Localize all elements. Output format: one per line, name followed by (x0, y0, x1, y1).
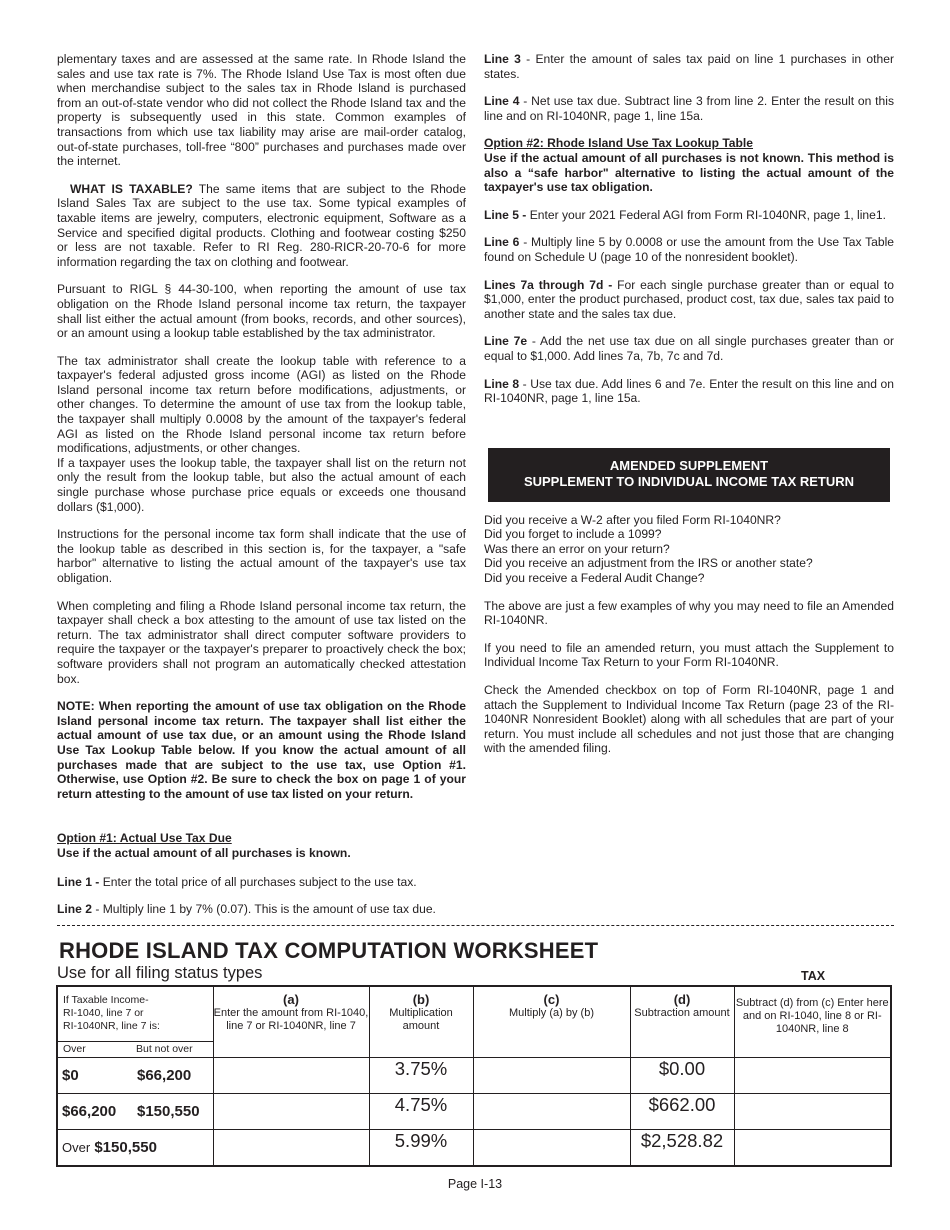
column-d-header (630, 986, 734, 1058)
column-c-text: Multiply (a) by (b) (509, 1007, 594, 1019)
table-row (57, 1058, 891, 1094)
amount-a-input[interactable] (213, 1094, 369, 1130)
income-header-line: If Taxable Income- (63, 994, 149, 1006)
line7-instruction (484, 278, 894, 322)
line6-label: Line 6 (484, 235, 520, 250)
line5-text: Enter your 2021 Federal AGI from Form RI-1040NR, page 1, line1. (526, 207, 886, 222)
amended-supplement-banner (488, 448, 890, 502)
subtraction-amount: $662.00 (630, 1094, 734, 1130)
column-b-header (369, 986, 473, 1058)
amended-examples-paragraph: The above are just a few examples of why you may need to file an Amended RI-1040NR. (484, 598, 894, 628)
range-over-value: $0 (62, 1067, 79, 1084)
tax-computation-table (56, 985, 892, 1167)
line6-text: - Multiply line 5 by 0.0008 or use the amount from the Use Tax Table found on Schedule U (page 10 of the nonresident booklet). (484, 235, 895, 264)
line8-text: - Use tax due. Add lines 6 and 7e. Enter the result on this line and on RI-1040NR, page 1, line 15a. (484, 376, 894, 406)
safe-harbor-paragraph: Instructions for the personal income tax form shall indicate that the use of the lookup table as described in this section is, for the taxpayer, a "safe harbor" alternative to listing the actual amount of the taxpayer's use tax obligation. (57, 527, 466, 585)
line2-label: Line 2 (57, 902, 92, 917)
tax-column-text: Subtract (d) from (c) Enter here and on RI-1040, line 8 or RI-1040NR, line 8 (735, 997, 889, 1035)
amended-attach-paragraph: If you need to file an amended return, you must attach the Supplement to Individual Income Tax Return to your Form RI-1040NR. (484, 640, 894, 670)
range-but-not-over-value: $66,200 (137, 1067, 192, 1084)
line3-instruction (484, 52, 894, 81)
line2-instruction (57, 902, 466, 917)
amended-title-line1: AMENDED SUPPLEMENT (609, 457, 769, 473)
line7-label: Lines 7a through 7d - (484, 277, 613, 292)
tax-result-input[interactable] (734, 1130, 891, 1167)
amended-title-line2: SUPPLEMENT TO INDIVIDUAL INCOME TAX RETURN (523, 473, 855, 489)
multiplication-rate: 5.99% (369, 1130, 473, 1167)
line4-label: Line 4 (484, 94, 520, 109)
line4-instruction (484, 94, 894, 123)
income-header-line: RI-1040, line 7 or (63, 1007, 144, 1019)
question-item: Was there an error on your return? (484, 541, 670, 556)
but-not-over-subheader: But not over (136, 1043, 193, 1055)
worksheet-subtitle: Use for all filing status types (57, 964, 263, 982)
attestation-paragraph: When completing and filing a Rhode Island personal income tax return, the taxpayer shall check a box attesting to the amount of use tax listed on the return. The tax administrator shall direct computer software providers to require the taxpayer or the taxpayer's preparer to proactively check the box; software providers shall not program an automatically checked attestation box. (57, 598, 466, 686)
left-column (57, 52, 466, 930)
line8-instruction (484, 377, 894, 406)
note-paragraph: NOTE: When reporting the amount of use tax obligation on the Rhode Island personal income tax return. The taxpayer shall list either the actual amount of use tax due, or an amount using the Rhode Island Use Tax Lookup Table below. If you know the actual amount of all purchases made that are subject to the use tax, use Option #1. Otherwise, use Option #2. Be sure to check the box on page 1 of your return attesting to the amount of use tax listed on your return. (57, 699, 466, 801)
range-over-value: $150,550 (94, 1139, 157, 1156)
income-range-cell (57, 1094, 213, 1130)
tax-result-input[interactable] (734, 1094, 891, 1130)
range-over-group (62, 1139, 157, 1156)
line7e-instruction (484, 334, 894, 363)
amount-a-input[interactable] (213, 1130, 369, 1167)
line7e-text: - Add the net use tax due on all single purchases greater than or equal to $1,000. Add lines 7a, 7b, 7c and 7d. (484, 334, 894, 363)
range-over-value: $66,200 (62, 1103, 117, 1120)
range-but-not-over-value: $150,550 (137, 1103, 200, 1120)
lookup-table-paragraph: The tax administrator shall create the lookup table with reference to a taxpayer's federal adjusted gross income (AGI) as listed on the Rhode Island personal income tax return before modifications, adjustments, or other changes. To determine the amount of use tax from the lookup table, the taxpayer shall multiply 0.0008 by the amount of the taxpayer's federal AGI as listed on the Rhode Island personal income tax return before modifications, adjustments, or other changes. (57, 353, 466, 456)
question-item: Did you receive a W-2 after you filed Form RI-1040NR? (484, 512, 781, 527)
income-header-line: RI-1040NR, line 7 is: (63, 1020, 160, 1032)
tax-result-input[interactable] (734, 1058, 891, 1094)
multiplication-rate: 3.75% (369, 1058, 473, 1094)
column-a-text: Enter the amount from RI-1040, line 7 or RI-1040NR, line 7 (213, 1007, 369, 1032)
page-number: Page I-13 (447, 1177, 503, 1191)
line1-label: Line 1 - (57, 874, 100, 889)
table-row (57, 1130, 891, 1167)
income-range-cell (57, 1058, 213, 1094)
line5-label: Line 5 - (484, 207, 527, 222)
column-c-label: (c) (543, 992, 560, 1007)
question-item: Did you receive an adjustment from the IRS or another state? (484, 556, 813, 571)
column-b-text: Multiplication amount (389, 1007, 453, 1032)
line1-text: Enter the total price of all purchases subject to the use tax. (99, 874, 417, 889)
multiplication-rate: 4.75% (369, 1094, 473, 1130)
line7e-label: Line 7e (484, 334, 528, 349)
table-header-row (57, 986, 891, 1058)
line3-label: Line 3 (484, 52, 521, 66)
product-c-input[interactable] (473, 1094, 630, 1130)
line8-label: Line 8 (484, 376, 520, 391)
option2-title: Option #2: Rhode Island Use Tax Lookup Table (484, 136, 754, 151)
over-subheader: Over (63, 1043, 86, 1055)
line3-text: - Enter the amount of sales tax paid on line 1 purchases in other states. (484, 52, 894, 81)
table-row (57, 1094, 891, 1130)
amended-questions-list (484, 513, 894, 586)
what-is-taxable-heading: WHAT IS TAXABLE? (70, 181, 193, 196)
right-column (484, 52, 894, 769)
option1-title: Option #1: Actual Use Tax Due (57, 831, 232, 846)
product-c-input[interactable] (473, 1058, 630, 1094)
worksheet-title: RHODE ISLAND TAX COMPUTATION WORKSHEET (59, 938, 599, 963)
amount-a-input[interactable] (213, 1058, 369, 1094)
tax-column-header (734, 986, 891, 1058)
line7-text: For each single purchase greater than or equal to $1,000, enter the product purchased, product cost, tax due, sales tax paid to another state and the sales tax due. (484, 277, 894, 321)
column-a-label: (a) (283, 992, 299, 1007)
column-d-label: (d) (673, 992, 691, 1007)
cut-line-divider (57, 925, 894, 926)
option1-subtitle: Use if the actual amount of all purchases is known. (57, 845, 351, 860)
column-a-header (213, 986, 369, 1058)
line4-text: - Net use tax due. Subtract line 3 from line 2. Enter the result on this line and on RI-1040NR, page 1, line 15a. (484, 94, 894, 123)
income-range-cell (57, 1130, 213, 1167)
over-prefix: Over (62, 1140, 91, 1155)
taxable-income-header (57, 986, 213, 1058)
option2-subtitle: Use if the actual amount of all purchases is not known. This method is also a “safe harbor" alternative to listing the actual amount of the taxpayer's use tax obligation. (484, 150, 894, 195)
line5-instruction (484, 208, 894, 223)
question-item: Did you receive a Federal Audit Change? (484, 571, 705, 586)
line1-instruction (57, 875, 466, 890)
line6-instruction (484, 235, 894, 264)
use-tax-intro-paragraph: plementary taxes and are assessed at the same rate. In Rhode Island the sales and use tax rate is 7%. The Rhode Island Use Tax is most often due when merchandise subject to the sales tax in Rhode Island is purchased from an out-of-state vendor who did not collect the Rhode Island tax and the property is subsequently used in this state. Common examples of transactions from which use tax liability may arise are mail-order catalog, out-of-state purchases, toll-free “800” purchases and purchases made over the internet. (57, 52, 466, 169)
rigl-paragraph: Pursuant to RIGL § 44-30-100, when reporting the amount of use tax obligation on the Rhode Island personal income tax return, the taxpayer shall list either the actual amount (from books, records, and other sources), or an amount using a lookup table established by the tax administrator. (57, 282, 466, 341)
column-b-label: (b) (412, 992, 430, 1007)
column-c-header (473, 986, 630, 1058)
column-d-text: Subtraction amount (634, 1007, 730, 1019)
subtraction-amount: $0.00 (630, 1058, 734, 1094)
product-c-input[interactable] (473, 1130, 630, 1167)
amended-checkbox-paragraph: Check the Amended checkbox on top of Form RI-1040NR, page 1 and attach the Supplement to Individual Income Tax Return (page 23 of the RI-1040NR Nonresident Booklet) along with all schedules that are part of your return. You must include all schedules and not just those that are changing with the amended filing. (484, 683, 894, 756)
tax-column-label: TAX (801, 969, 826, 983)
what-is-taxable-paragraph (57, 182, 466, 270)
what-is-taxable-body: The same items that are subject to the Rhode Island Sales Tax are subject to the use tax. Some typical examples of taxable items are jewelry, computers, electronic equipment, Software as a Service and specified digital products. Clothing and footwear costing $250 or less are not taxable. Refer to RI Reg. 280-RICR-20-70-6 for more information regarding the tax on clothing and footwear. (57, 181, 466, 269)
subtraction-amount: $2,528.82 (630, 1130, 734, 1167)
question-item: Did you forget to include a 1099? (484, 527, 662, 542)
line2-text: - Multiply line 1 by 7% (0.07). This is the amount of use tax due. (91, 902, 436, 917)
lookup-table-use-paragraph: If a taxpayer uses the lookup table, the taxpayer shall list on the return not only the result from the lookup table, but also the actual amount of each single purchase whose purchase price equals or exceeds one thousand dollars ($1,000). (57, 455, 466, 514)
